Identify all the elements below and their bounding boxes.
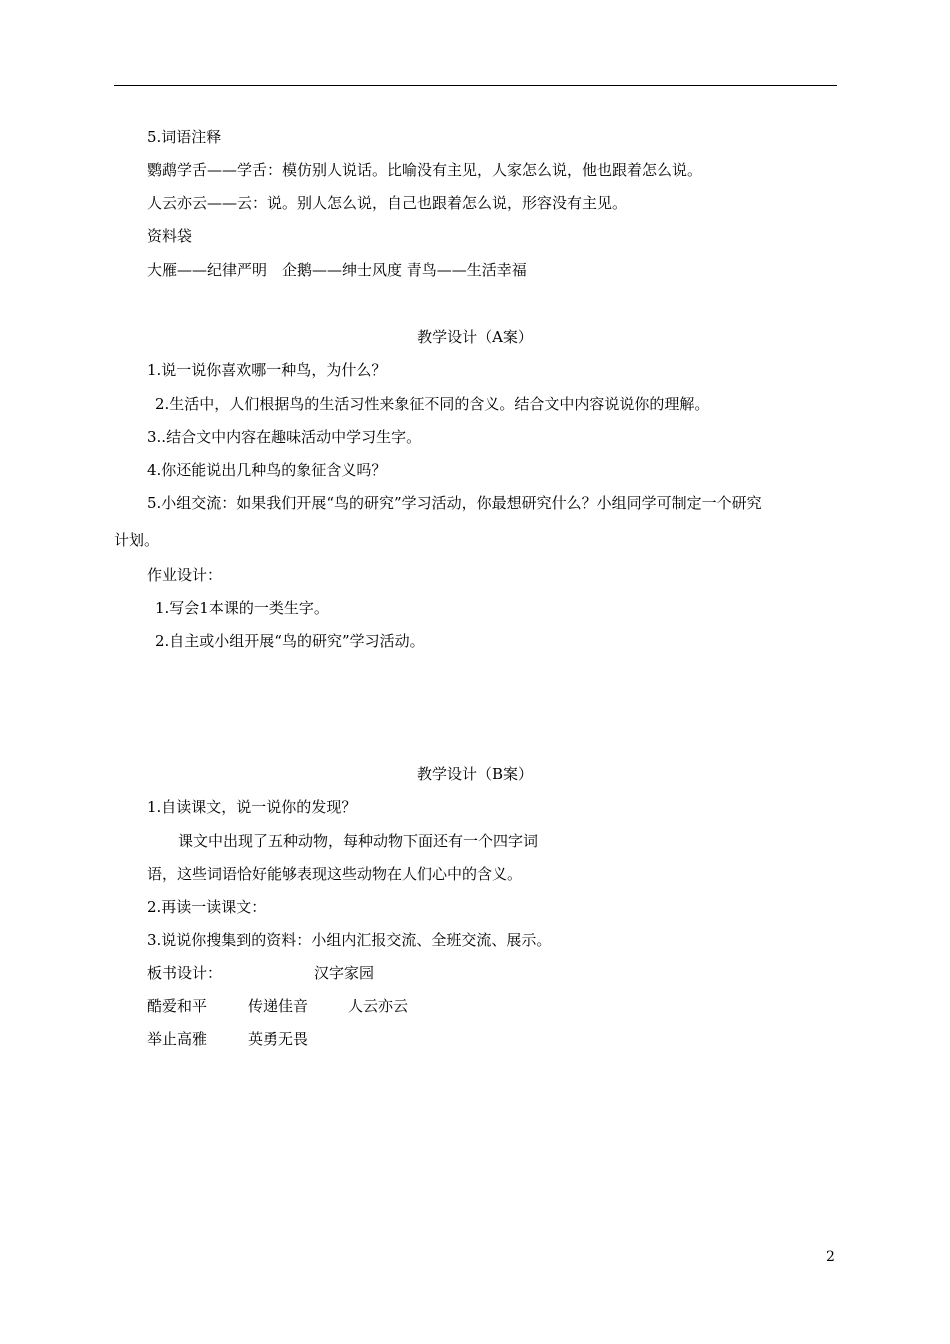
board-phrase: 举止高雅 (147, 1030, 208, 1048)
discovery-line-2: 语，这些词语恰好能够表现这些动物在人们心中的含义。 (147, 865, 523, 883)
ziliao-heading: 资料袋 (147, 227, 193, 245)
ziliao-line: 大雁——纪律严明 企鹅——绅士风度 青鸟——生活幸福 (147, 261, 527, 279)
board-phrase: 人云亦云 (348, 997, 409, 1015)
homework-heading: 作业设计： (147, 566, 223, 584)
board-label: 板书设计： (147, 964, 223, 982)
homework-item: 1.写会1本课的一类生字。 (155, 599, 329, 617)
plan-a-item: 4.你还能说出几种鸟的象征含义吗？ (147, 461, 387, 479)
plan-b-item-2: 2.再读一读课文： (147, 898, 267, 916)
plan-a-item: 5.小组交流：如果我们开展“鸟的研究”学习活动，你最想研究什么？小组同学可制定一个研究 (147, 494, 762, 512)
board-phrase: 酷爱和平 (147, 997, 208, 1015)
board-phrase: 英勇无畏 (248, 1030, 309, 1048)
plan-a-item-continued: 计划。 (114, 531, 160, 549)
plan-b-item-1: 1.自读课文，说一说你的发现？ (147, 798, 357, 816)
note-line-renyun: 人云亦云——云：说。别人怎么说，自己也跟着怎么说，形容没有主见。 (147, 194, 628, 212)
homework-item: 2.自主或小组开展“鸟的研究”学习活动。 (155, 632, 425, 650)
header-rule (114, 85, 837, 86)
page-number: 2 (826, 1249, 835, 1265)
board-title: 汉字家园 (314, 964, 375, 982)
plan-b-item-3: 3.说说你搜集到的资料：小组内汇报交流、全班交流、展示。 (147, 931, 552, 949)
plan-a-item: 2.生活中，人们根据鸟的生活习性来象征不同的含义。结合文中内容说说你的理解。 (155, 395, 710, 413)
plan-a-item: 1.说一说你喜欢哪一种鸟，为什么？ (147, 361, 387, 379)
note-line-yingwu: 鹦鹉学舌——学舌：模仿别人说话。比喻没有主见，人家怎么说，他也跟着怎么说。 (147, 161, 703, 179)
plan-b-title: 教学设计（B案） (416, 765, 534, 783)
board-phrase: 传递佳音 (248, 997, 309, 1015)
plan-a-item: 3..结合文中内容在趣味活动中学习生字。 (147, 428, 422, 446)
notes-heading: 5.词语注释 (147, 128, 222, 146)
plan-a-title: 教学设计（A案） (417, 328, 533, 346)
discovery-line-1: 课文中出现了五种动物，每种动物下面还有一个四字词 (178, 832, 539, 850)
